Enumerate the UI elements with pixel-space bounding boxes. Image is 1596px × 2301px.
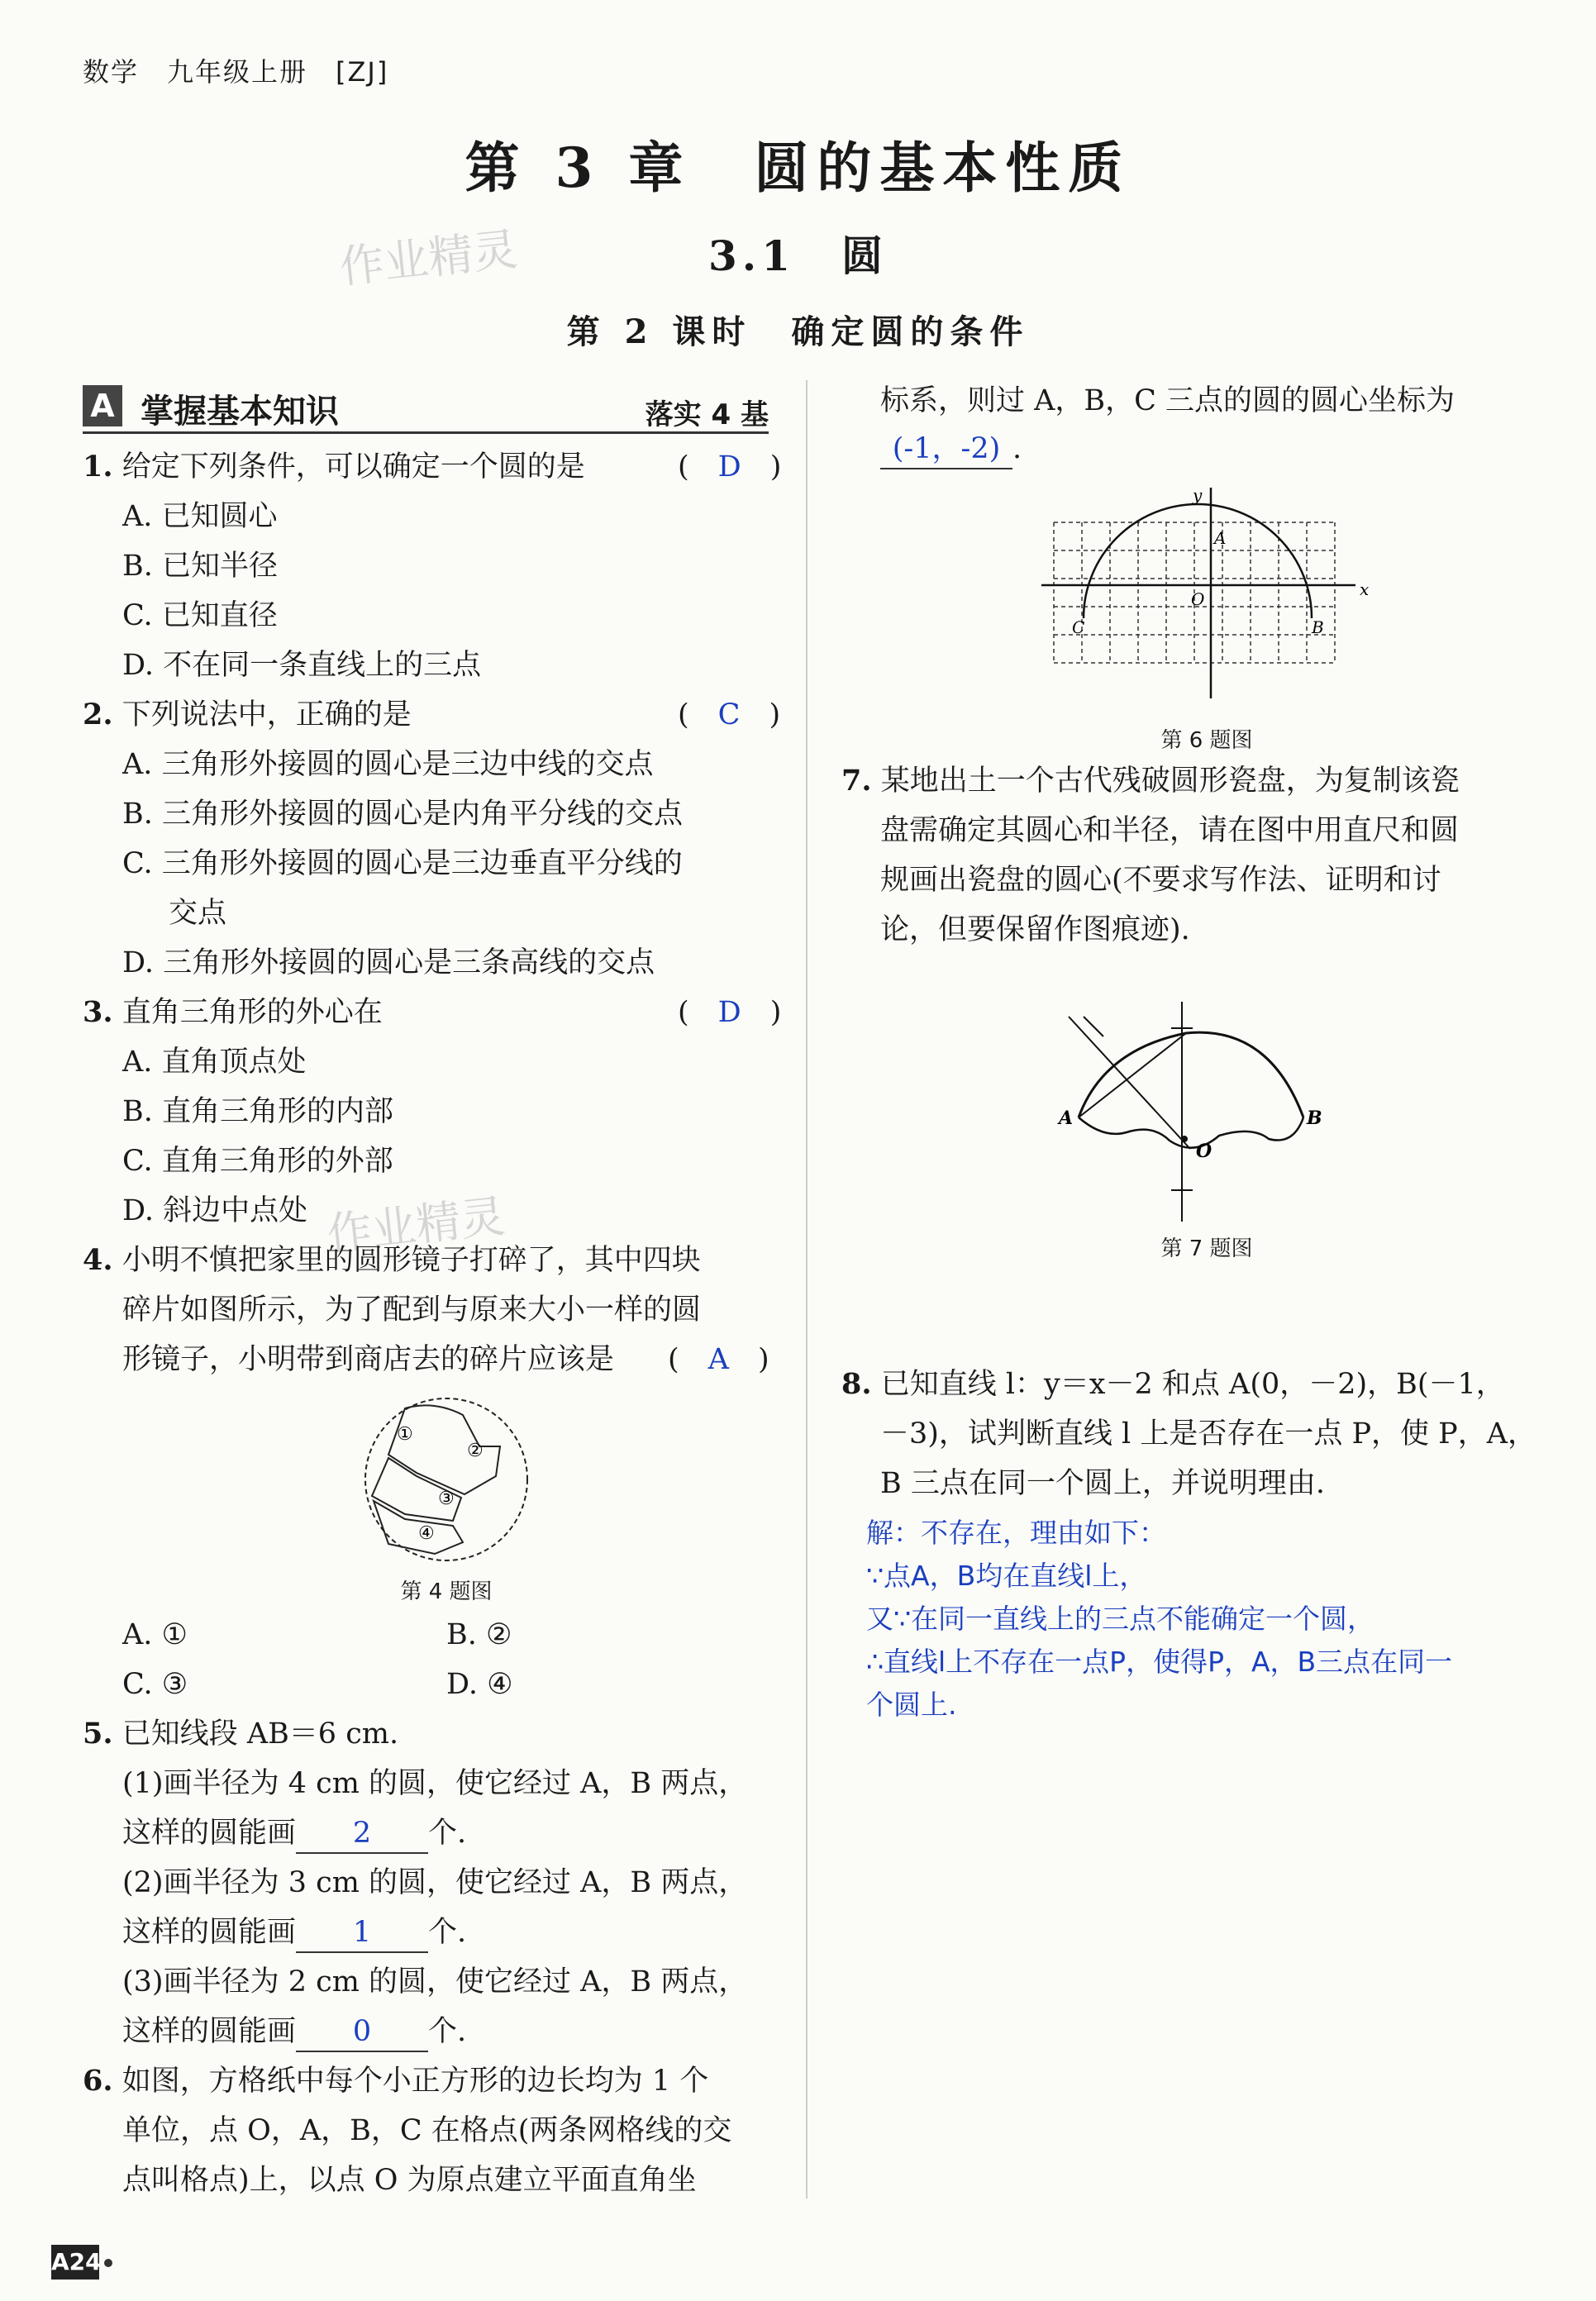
point-label: O (1191, 589, 1205, 609)
fill-prefix: 这样的圆能画 (122, 1916, 297, 1949)
option: A. 三角形外接圆的圆心是三边中线的交点 (122, 748, 654, 781)
figure-caption: 第 6 题图 (1160, 728, 1253, 753)
solution-line: 解：不存在，理由如下： (866, 1517, 1166, 1549)
fragment-label: ③ (438, 1489, 455, 1509)
option: C. ③ (122, 1668, 188, 1701)
page-dot (104, 2259, 112, 2267)
question-line: 形镜子，小明带到商店去的碎片应该是 (122, 1343, 615, 1376)
question-4 (83, 1241, 701, 1279)
option: D. 不在同一条直线上的三点 (122, 649, 482, 682)
point-label: B (1312, 617, 1324, 637)
page-number: A24 (51, 2245, 99, 2280)
fill-suffix: . (1012, 432, 1022, 465)
question-3 (83, 993, 383, 1031)
watermark: 作业精灵 (324, 1189, 508, 1261)
fragment-label: ④ (418, 1523, 435, 1544)
answer-blank: 0 (296, 2013, 428, 2052)
point-label: A (1059, 1108, 1074, 1129)
mirror-fragments-figure (355, 1397, 537, 1570)
question-stem: 下列说法中，正确的是 (121, 698, 412, 731)
question-line: 盘需确定其圆心和半径，请在图中用直尺和圆 (880, 814, 1460, 847)
question-stem: 已知线段 AB＝6 cm. (121, 1717, 399, 1751)
point-label: O (1196, 1141, 1212, 1162)
solution-line: ∵点A，B均在直线l上， (866, 1560, 1147, 1592)
fragment-label: ① (397, 1424, 413, 1445)
question-stem: 直角三角形的外心在 (121, 996, 383, 1029)
option: C. 三角形外接圆的圆心是三边垂直平分线的 (122, 847, 683, 880)
question-7 (841, 762, 1460, 800)
question-number: 3. (83, 995, 113, 1029)
solution-line: 个圆上. (866, 1689, 957, 1721)
question-line: 如图，方格纸中每个小正方形的边长均为 1 个 (121, 2065, 709, 2098)
option: D. 斜边中点处 (122, 1194, 308, 1227)
question-stem: 给定下列条件，可以确定一个圆的是 (121, 450, 585, 484)
point-label: C (1072, 617, 1085, 637)
fill-prefix: 这样的圆能画 (122, 2015, 297, 2048)
fill-line (122, 2013, 466, 2052)
option: D. 三角形外接圆的圆心是三条高线的交点 (122, 946, 655, 979)
point-label: B (1307, 1108, 1322, 1129)
answer-bracket: ( C ) (678, 698, 781, 731)
question-line: 已知直线 l：y＝x－2 和点 A(0，－2)，B(－1， (880, 1368, 1505, 1401)
fragment-label: ② (467, 1441, 484, 1461)
answer: A (707, 1343, 729, 1376)
question-number: 7. (841, 764, 872, 798)
question-number: 5. (83, 1717, 113, 1751)
answer-blank: (-1，-2) (880, 430, 1012, 469)
fill-line (122, 1913, 466, 1953)
axis-label: x (1360, 579, 1370, 599)
option: B. 三角形外接圆的圆心是内角平分线的交点 (122, 798, 683, 831)
question-number: 1. (83, 450, 113, 484)
section-title: 3.1 圆 (708, 231, 888, 280)
figure-caption: 第 4 题图 (400, 1579, 493, 1604)
question-8 (841, 1365, 1505, 1403)
question-number: 4. (83, 1243, 113, 1277)
option-continued: 交点 (169, 897, 227, 930)
question-number: 2. (83, 698, 113, 731)
lesson-title: 第 2 课时 确定圆的条件 (566, 312, 1030, 351)
section-badge: A (83, 385, 122, 426)
question-line: 碎片如图所示，为了配到与原来大小一样的圆 (122, 1293, 702, 1327)
watermark: 作业精灵 (336, 222, 521, 294)
coordinate-grid-figure (1037, 479, 1368, 703)
section-name: 掌握基本知识 (141, 393, 339, 431)
solution-line: 又∵在同一直线上的三点不能确定一个圆， (866, 1603, 1374, 1635)
option: C. 已知直径 (122, 599, 278, 632)
question-line: 单位，点 O，A，B，C 在格点(两条网格线的交 (122, 2114, 732, 2147)
plate-arc (1079, 1032, 1303, 1117)
option: C. 直角三角形的外部 (122, 1145, 393, 1178)
center-point (1181, 1136, 1188, 1142)
question-5 (83, 1715, 398, 1753)
dashed-circle (365, 1398, 527, 1560)
option: D. ④ (446, 1668, 513, 1701)
book-header: 数学 九年级上册 [ZJ] (83, 56, 389, 88)
construction-mark (1084, 1017, 1103, 1036)
question-2 (83, 696, 412, 734)
question-6 (83, 2062, 708, 2100)
question-part: (3)画半径为 2 cm 的圆，使它经过 A，B 两点， (122, 1965, 748, 1998)
option: B. ② (446, 1618, 512, 1651)
solution-line: ∴直线l上不存在一点P，使得P，A，B三点在同一 (866, 1646, 1453, 1678)
answer: D (717, 450, 741, 484)
option: A. ① (122, 1618, 188, 1651)
question-line: 标系，则过 A，B，C 三点的圆的圆心坐标为 (880, 384, 1455, 417)
fill-line (122, 1814, 466, 1854)
question-line: 论，但要保留作图痕迹). (880, 913, 1190, 946)
fill-prefix: 这样的圆能画 (122, 1817, 297, 1850)
fragment-shape (388, 1405, 500, 1494)
axis-label: y (1193, 485, 1203, 505)
answer-bracket: ( D ) (678, 450, 782, 484)
fill-suffix: 个. (428, 1916, 467, 1949)
fill-suffix: 个. (428, 1817, 467, 1850)
option: A. 直角顶点处 (122, 1046, 307, 1079)
answer: C (717, 698, 741, 731)
option: B. 直角三角形的内部 (122, 1095, 393, 1128)
broken-edge (1079, 1117, 1303, 1148)
chapter-title: 第 3 章 圆的基本性质 (465, 136, 1131, 200)
fill-suffix: 个. (428, 2015, 467, 2048)
answer-blank: 1 (296, 1913, 428, 1953)
answer-bracket: ( D ) (678, 996, 782, 1029)
question-line: B 三点在同一个圆上，并说明理由. (880, 1467, 1325, 1500)
figure-caption: 第 7 题图 (1160, 1236, 1253, 1261)
section-a-header (83, 382, 769, 434)
answer: D (717, 996, 741, 1029)
fill-line (880, 430, 1022, 469)
question-line: －3)，试判断直线 l 上是否存在一点 P，使 P，A， (880, 1417, 1536, 1451)
question-part: (1)画半径为 4 cm 的圆，使它经过 A，B 两点， (122, 1767, 748, 1800)
column-divider (806, 380, 808, 2199)
answer-blank: 2 (296, 1814, 428, 1854)
option: B. 已知半径 (122, 550, 278, 583)
question-number: 8. (841, 1367, 872, 1401)
section-note: 落实 4 基 (645, 398, 769, 431)
question-line: 小明不慎把家里的圆形镜子打碎了，其中四块 (121, 1244, 701, 1277)
broken-plate-figure (1054, 1000, 1327, 1223)
option: A. 已知圆心 (122, 500, 278, 533)
question-part: (2)画半径为 3 cm 的圆，使它经过 A，B 两点， (122, 1866, 748, 1899)
answer-bracket: ( A ) (668, 1343, 769, 1376)
question-line: 某地出土一个古代残破圆形瓷盘，为复制该瓷 (880, 765, 1460, 798)
question-number: 6. (83, 2064, 113, 2098)
question-line: 点叫格点)上，以点 O 为原点建立平面直角坐 (122, 2164, 697, 2197)
question-1 (83, 448, 585, 486)
point-label: A (1214, 528, 1227, 548)
question-line: 规画出瓷盘的圆心(不要求写作法、证明和讨 (880, 864, 1441, 897)
